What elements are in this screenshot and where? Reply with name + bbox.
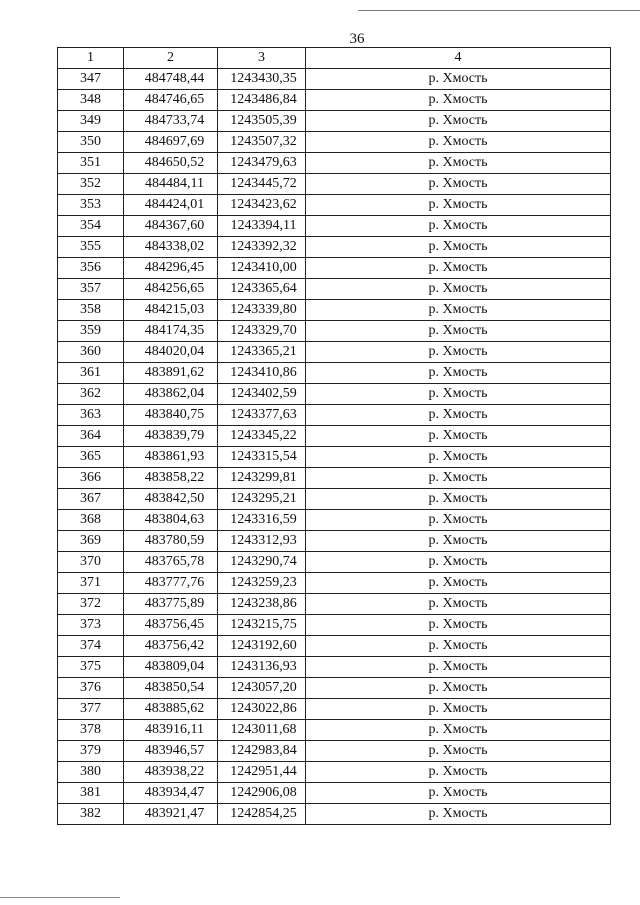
y-coordinate-cell: 1243290,74 (218, 552, 306, 573)
x-coordinate-cell: 483804,63 (124, 510, 218, 531)
description-cell: р. Хмость (306, 132, 611, 153)
table-row (58, 804, 611, 825)
point-number-cell: 357 (58, 279, 124, 300)
x-coordinate-cell: 484296,45 (124, 258, 218, 279)
x-coordinate-cell: 483777,76 (124, 573, 218, 594)
y-coordinate-cell: 1243022,86 (218, 699, 306, 720)
table-row (58, 342, 611, 363)
description-cell: р. Хмость (306, 573, 611, 594)
point-number-cell: 354 (58, 216, 124, 237)
x-coordinate-cell: 483946,57 (124, 741, 218, 762)
x-coordinate-cell: 483756,45 (124, 615, 218, 636)
x-coordinate-cell: 484424,01 (124, 195, 218, 216)
point-number-cell: 349 (58, 111, 124, 132)
y-coordinate-cell: 1243479,63 (218, 153, 306, 174)
x-coordinate-cell: 484650,52 (124, 153, 218, 174)
table-row (58, 279, 611, 300)
table-row (58, 153, 611, 174)
y-coordinate-cell: 1242906,08 (218, 783, 306, 804)
y-coordinate-cell: 1243312,93 (218, 531, 306, 552)
y-coordinate-cell: 1242854,25 (218, 804, 306, 825)
description-cell: р. Хмость (306, 237, 611, 258)
y-coordinate-cell: 1243505,39 (218, 111, 306, 132)
y-coordinate-cell: 1243315,54 (218, 447, 306, 468)
point-number-cell: 369 (58, 531, 124, 552)
x-coordinate-cell: 483765,78 (124, 552, 218, 573)
point-number-cell: 347 (58, 69, 124, 90)
y-coordinate-cell: 1243259,23 (218, 573, 306, 594)
y-coordinate-cell: 1243507,32 (218, 132, 306, 153)
x-coordinate-cell: 483934,47 (124, 783, 218, 804)
description-cell: р. Хмость (306, 678, 611, 699)
table-row (58, 615, 611, 636)
table-row (58, 300, 611, 321)
point-number-cell: 370 (58, 552, 124, 573)
table-row (58, 510, 611, 531)
table-row (58, 657, 611, 678)
description-cell: р. Хмость (306, 342, 611, 363)
x-coordinate-cell: 483809,04 (124, 657, 218, 678)
x-coordinate-cell: 484484,11 (124, 174, 218, 195)
header-col-4: 4 (306, 48, 611, 69)
table-row (58, 90, 611, 111)
x-coordinate-cell: 483938,22 (124, 762, 218, 783)
table-row (58, 384, 611, 405)
x-coordinate-cell: 483850,54 (124, 678, 218, 699)
x-coordinate-cell: 483840,75 (124, 405, 218, 426)
description-cell: р. Хмость (306, 552, 611, 573)
table-row (58, 783, 611, 804)
x-coordinate-cell: 483861,93 (124, 447, 218, 468)
point-number-cell: 371 (58, 573, 124, 594)
y-coordinate-cell: 1243295,21 (218, 489, 306, 510)
y-coordinate-cell: 1243365,64 (218, 279, 306, 300)
point-number-cell: 374 (58, 636, 124, 657)
description-cell: р. Хмость (306, 636, 611, 657)
x-coordinate-cell: 484020,04 (124, 342, 218, 363)
description-cell: р. Хмость (306, 258, 611, 279)
x-coordinate-cell: 484215,03 (124, 300, 218, 321)
table-row (58, 678, 611, 699)
point-number-cell: 350 (58, 132, 124, 153)
header-col-3: 3 (218, 48, 306, 69)
x-coordinate-cell: 484338,02 (124, 237, 218, 258)
description-cell: р. Хмость (306, 741, 611, 762)
description-cell: р. Хмость (306, 762, 611, 783)
y-coordinate-cell: 1243299,81 (218, 468, 306, 489)
table-row (58, 720, 611, 741)
x-coordinate-cell: 484748,44 (124, 69, 218, 90)
description-cell: р. Хмость (306, 426, 611, 447)
description-cell: р. Хмость (306, 594, 611, 615)
description-cell: р. Хмость (306, 363, 611, 384)
y-coordinate-cell: 1243377,63 (218, 405, 306, 426)
description-cell: р. Хмость (306, 321, 611, 342)
x-coordinate-cell: 483916,11 (124, 720, 218, 741)
description-cell: р. Хмость (306, 510, 611, 531)
point-number-cell: 382 (58, 804, 124, 825)
y-coordinate-cell: 1243410,86 (218, 363, 306, 384)
x-coordinate-cell: 484697,69 (124, 132, 218, 153)
table-header-row (58, 48, 611, 69)
table-row (58, 762, 611, 783)
point-number-cell: 360 (58, 342, 124, 363)
point-number-cell: 356 (58, 258, 124, 279)
description-cell: р. Хмость (306, 174, 611, 195)
scan-artifact-line (358, 10, 640, 11)
x-coordinate-cell: 483775,89 (124, 594, 218, 615)
description-cell: р. Хмость (306, 195, 611, 216)
x-coordinate-cell: 483842,50 (124, 489, 218, 510)
description-cell: р. Хмость (306, 468, 611, 489)
description-cell: р. Хмость (306, 153, 611, 174)
table-row (58, 195, 611, 216)
x-coordinate-cell: 483780,59 (124, 531, 218, 552)
table-row (58, 699, 611, 720)
y-coordinate-cell: 1243136,93 (218, 657, 306, 678)
x-coordinate-cell: 483862,04 (124, 384, 218, 405)
y-coordinate-cell: 1243486,84 (218, 90, 306, 111)
description-cell: р. Хмость (306, 447, 611, 468)
table-row (58, 636, 611, 657)
x-coordinate-cell: 483839,79 (124, 426, 218, 447)
table-row (58, 426, 611, 447)
description-cell: р. Хмость (306, 300, 611, 321)
y-coordinate-cell: 1242951,44 (218, 762, 306, 783)
point-number-cell: 351 (58, 153, 124, 174)
table-row (58, 216, 611, 237)
point-number-cell: 361 (58, 363, 124, 384)
x-coordinate-cell: 484174,35 (124, 321, 218, 342)
description-cell: р. Хмость (306, 384, 611, 405)
point-number-cell: 372 (58, 594, 124, 615)
point-number-cell: 377 (58, 699, 124, 720)
table-row (58, 321, 611, 342)
point-number-cell: 381 (58, 783, 124, 804)
point-number-cell: 364 (58, 426, 124, 447)
table-row (58, 132, 611, 153)
y-coordinate-cell: 1243430,35 (218, 69, 306, 90)
header-col-1: 1 (58, 48, 124, 69)
y-coordinate-cell: 1243192,60 (218, 636, 306, 657)
point-number-cell: 362 (58, 384, 124, 405)
x-coordinate-cell: 484733,74 (124, 111, 218, 132)
point-number-cell: 363 (58, 405, 124, 426)
y-coordinate-cell: 1243329,70 (218, 321, 306, 342)
x-coordinate-cell: 484256,65 (124, 279, 218, 300)
table-row (58, 258, 611, 279)
description-cell: р. Хмость (306, 111, 611, 132)
scan-artifact-line (0, 897, 120, 898)
x-coordinate-cell: 483756,42 (124, 636, 218, 657)
point-number-cell: 379 (58, 741, 124, 762)
description-cell: р. Хмость (306, 405, 611, 426)
description-cell: р. Хмость (306, 657, 611, 678)
y-coordinate-cell: 1243215,75 (218, 615, 306, 636)
point-number-cell: 373 (58, 615, 124, 636)
description-cell: р. Хмость (306, 279, 611, 300)
point-number-cell: 355 (58, 237, 124, 258)
table-row (58, 552, 611, 573)
y-coordinate-cell: 1243345,22 (218, 426, 306, 447)
point-number-cell: 352 (58, 174, 124, 195)
coordinates-table (57, 47, 611, 825)
description-cell: р. Хмость (306, 615, 611, 636)
x-coordinate-cell: 483858,22 (124, 468, 218, 489)
table-row (58, 594, 611, 615)
point-number-cell: 368 (58, 510, 124, 531)
point-number-cell: 367 (58, 489, 124, 510)
y-coordinate-cell: 1243392,32 (218, 237, 306, 258)
point-number-cell: 353 (58, 195, 124, 216)
point-number-cell: 365 (58, 447, 124, 468)
y-coordinate-cell: 1243394,11 (218, 216, 306, 237)
description-cell: р. Хмость (306, 804, 611, 825)
table-row (58, 573, 611, 594)
table-row (58, 363, 611, 384)
point-number-cell: 358 (58, 300, 124, 321)
point-number-cell: 348 (58, 90, 124, 111)
description-cell: р. Хмость (306, 720, 611, 741)
point-number-cell: 359 (58, 321, 124, 342)
table-row (58, 405, 611, 426)
x-coordinate-cell: 484746,65 (124, 90, 218, 111)
table-row (58, 69, 611, 90)
description-cell: р. Хмость (306, 699, 611, 720)
page-number: 36 (349, 31, 365, 47)
point-number-cell: 380 (58, 762, 124, 783)
y-coordinate-cell: 1243238,86 (218, 594, 306, 615)
table-row (58, 531, 611, 552)
y-coordinate-cell: 1243339,80 (218, 300, 306, 321)
table-row (58, 174, 611, 195)
description-cell: р. Хмость (306, 90, 611, 111)
y-coordinate-cell: 1243402,59 (218, 384, 306, 405)
point-number-cell: 375 (58, 657, 124, 678)
table-row (58, 111, 611, 132)
y-coordinate-cell: 1243057,20 (218, 678, 306, 699)
table-body (58, 69, 611, 825)
y-coordinate-cell: 1243316,59 (218, 510, 306, 531)
y-coordinate-cell: 1243011,68 (218, 720, 306, 741)
table-row (58, 468, 611, 489)
x-coordinate-cell: 484367,60 (124, 216, 218, 237)
description-cell: р. Хмость (306, 69, 611, 90)
y-coordinate-cell: 1243410,00 (218, 258, 306, 279)
y-coordinate-cell: 1242983,84 (218, 741, 306, 762)
point-number-cell: 378 (58, 720, 124, 741)
table-row (58, 447, 611, 468)
x-coordinate-cell: 483891,62 (124, 363, 218, 384)
x-coordinate-cell: 483921,47 (124, 804, 218, 825)
table-row (58, 237, 611, 258)
y-coordinate-cell: 1243365,21 (218, 342, 306, 363)
table-row (58, 741, 611, 762)
header-col-2: 2 (124, 48, 218, 69)
description-cell: р. Хмость (306, 531, 611, 552)
x-coordinate-cell: 483885,62 (124, 699, 218, 720)
point-number-cell: 376 (58, 678, 124, 699)
y-coordinate-cell: 1243423,62 (218, 195, 306, 216)
point-number-cell: 366 (58, 468, 124, 489)
table-row (58, 489, 611, 510)
description-cell: р. Хмость (306, 783, 611, 804)
description-cell: р. Хмость (306, 489, 611, 510)
description-cell: р. Хмость (306, 216, 611, 237)
y-coordinate-cell: 1243445,72 (218, 174, 306, 195)
